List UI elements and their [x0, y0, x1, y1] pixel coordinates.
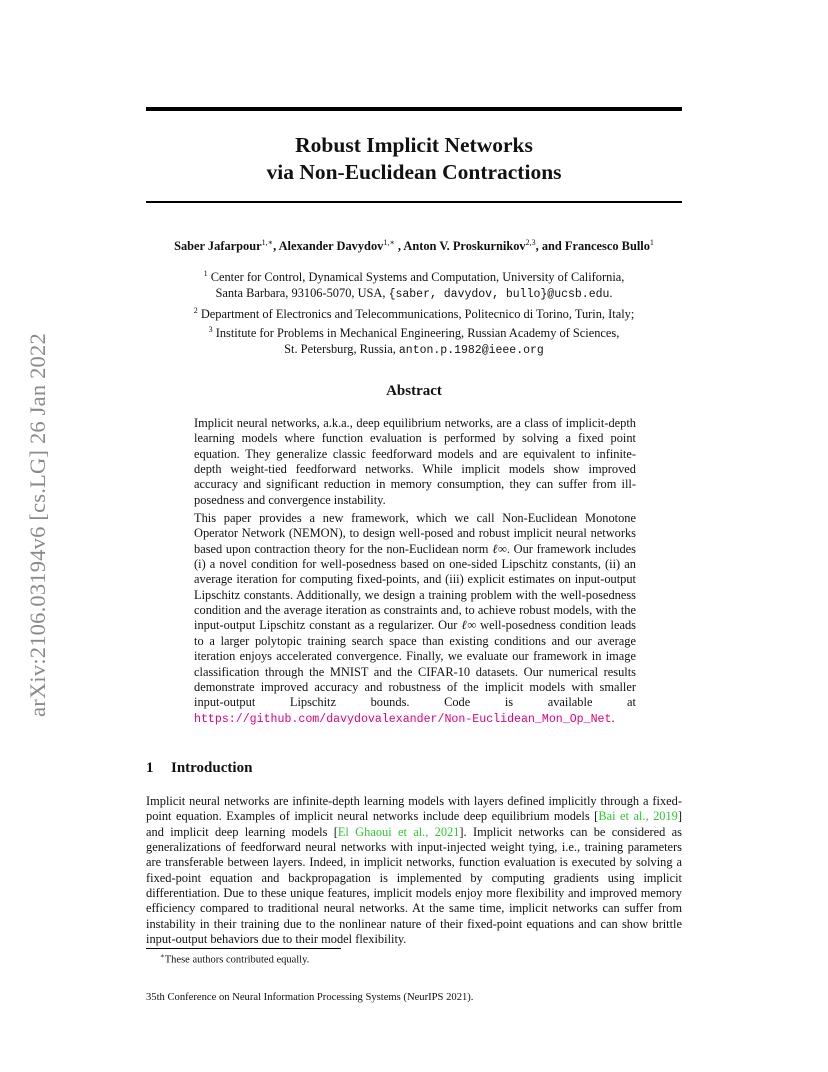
- abstract-paragraph-2: This paper provides a new framework, which we call Non-Euclidean Monotone Operator Network (NEMON), to design well-posed and robust implicit neural networks based upon contraction theory for the non-Euclidean norm ℓ∞. Our framework includes (i) a novel condition for well-posedness based on one-sided Lipschitz constants, (ii) an average iteration for computing fixed-points, and (iii) explicit estimates on input-output Lipschitz constants. Additionally, we design a training problem with the well-posedness condition and the average iteration as constraints and, to achieve robust models, with the input-output Lipschitz constant as a regularizer. Our ℓ∞ well-posedness condition leads to a larger polytopic training search space than existing conditions and our average iteration enjoys accelerated convergence. Finally, we evaluate our framework in image classification through the MNIST and the CIFAR-10 datasets. Our numerical results demonstrate improved accuracy and robustness of the implicit models with smaller input-output Lipschitz bounds. Code is available at https://github.com/davydovalexander/Non-Euclidean_Mon_Op_Net.: [194, 511, 637, 726]
- author-separator: ,: [273, 239, 279, 254]
- linf-norm-symbol: ℓ∞: [492, 541, 507, 556]
- affiliation-3-cont: St. Petersburg, Russia, anton.p.1982@ieee.org: [284, 342, 544, 358]
- affiliation-3: $^3$ Institute for Problems in Mechanical Engineering, Russian Academy of Sciences,: [208, 325, 620, 341]
- footnote: [160, 952, 309, 966]
- citation-link[interactable]: Bai et al., 2019: [598, 809, 678, 824]
- introduction-paragraph: Implicit neural networks are infinite-depth learning models with layers defined implicitly through a fixed-point equation. Examples of implicit neural networks include deep equilibrium models [Bai et al., 2019] and implicit deep learning models [El Ghaoui et al., 2021]. Implicit networks can be considered as generalizations of feedforward neural networks with input-injected weight tying, i.e., training parameters are transferable between layers. Indeed, in implicit networks, function evaluation is executed by solving a fixed-point equation and backpropagation is implemented by computing gradients using implicit differentiation. Due to these unique features, implicit models enjoy more flexibility and improved memory efficiency compared to traditional neural networks. At the same time, implicit networks can suffer from instability in their training due to the nonlinear nature of their fixed-point equations and can show brittle input-output behaviors due to their model flexibility.: [146, 794, 682, 947]
- author-separator: ,: [394, 239, 404, 254]
- affiliation-2: $^2$ Department of Electronics and Telecommunications, Politecnico di Torino, Turin, Italy;: [193, 306, 635, 322]
- introduction-body: [146, 794, 682, 947]
- affiliations: [120, 266, 708, 359]
- abstract-body: [194, 416, 636, 730]
- venue-footer: 35th Conference on Neural Information Processing Systems (NeurIPS 2021).: [146, 992, 474, 1003]
- author-name: Saber Jafarpour: [174, 239, 262, 254]
- footnote-mark: ∗: [160, 952, 165, 960]
- paper-title: [146, 132, 682, 186]
- arxiv-identifier: arXiv:2106.03194v6 [cs.LG] 26 Jan 2022: [25, 333, 50, 717]
- author-affiliation-mark: 1: [649, 238, 654, 247]
- author-affiliation-mark: 1,∗: [383, 238, 395, 247]
- footnote-rule: [146, 948, 341, 949]
- section-number: 1: [146, 760, 154, 776]
- title-line-1: Robust Implicit Networks: [295, 133, 533, 157]
- section-title: Introduction: [171, 760, 253, 776]
- citation-link[interactable]: El Ghaoui et al., 2021: [337, 824, 460, 839]
- title-line-2: via Non-Euclidean Contractions: [266, 160, 562, 184]
- affiliation-1: $^1$ Center for Control, Dynamical Systems and Computation, University of California,: [203, 269, 625, 285]
- email-address: anton.p.1982@ieee.org: [398, 344, 544, 358]
- section-heading-introduction: [146, 760, 252, 777]
- abstract-paragraph-1: Implicit neural networks, a.k.a., deep equilibrium networks, are a class of implicit-depth learning models where function evaluation is performed by solving a fixed point equation. They generalize classic feedforward models and are equivalent to infinite-depth weight-tied feedforward networks. While implicit models show improved accuracy and significant reduction in memory consumption, they can suffer from ill-posedness and convergence instability.: [194, 416, 636, 507]
- author-name: Alexander Davydov: [278, 239, 384, 254]
- author-affiliation-mark: 1,∗: [261, 238, 274, 247]
- title-top-rule: [146, 107, 682, 111]
- author-list: [100, 238, 728, 254]
- arxiv-sidebar-stamp: [16, 290, 60, 760]
- title-bottom-rule: [146, 201, 682, 203]
- code-repository-link[interactable]: https://github.com/davydovalexander/Non-Euclidean_Mon_Op_Net: [194, 712, 612, 726]
- author-separator: , and: [535, 239, 565, 254]
- email-address: {saber, davydov, bullo}@ucsb.edu: [388, 288, 610, 302]
- affiliation-1-cont: Santa Barbara, 93106-5070, USA, {saber, davydov, bullo}@ucsb.edu.: [215, 286, 613, 302]
- author-name: Francesco Bullo: [564, 239, 650, 254]
- footnote-text: These authors contributed equally.: [164, 954, 310, 966]
- linf-norm-symbol: ℓ∞: [461, 618, 477, 633]
- author-affiliation-mark: 2,3: [525, 238, 536, 247]
- author-name: Anton V. Proskurnikov: [403, 239, 526, 254]
- abstract-heading: Abstract: [386, 383, 442, 399]
